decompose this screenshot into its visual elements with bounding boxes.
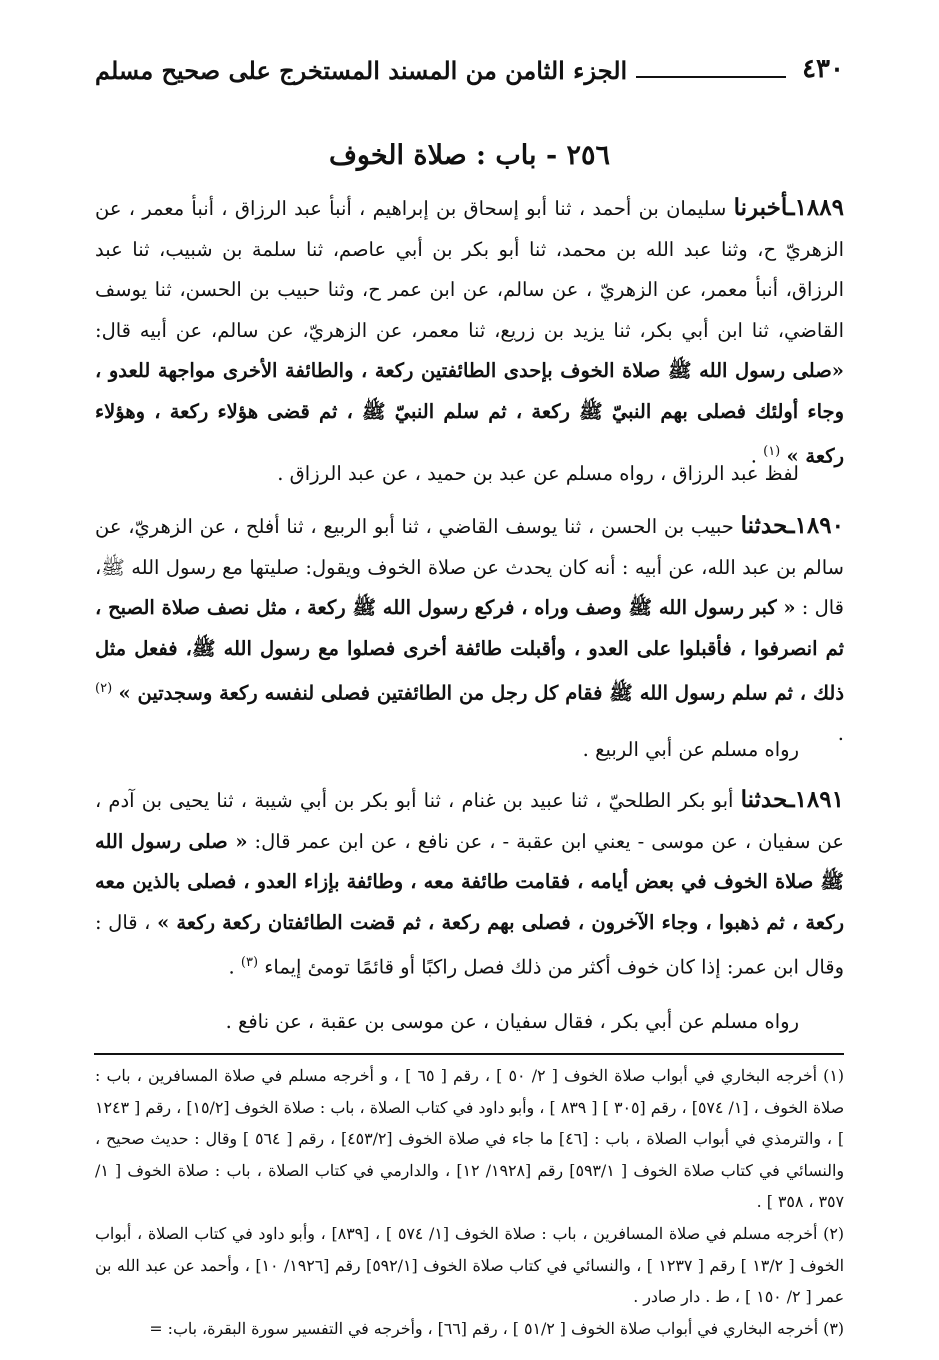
header-rule	[636, 76, 786, 78]
hadith-number: ١٨٩٠	[794, 512, 844, 539]
hadith-matn: « كبر رسول الله ﷺ وصف وراه ، فركع رسول الله ﷺ ركعة ، مثل نصف صلاة الصبح ، ثم انصرفوا ، فأقبلوا على العدو ، وأقبلت طائفة أخرى فصلوا مع رسول الله ﷺ، ففعل مثل ذلك ، ثم سلم رسول الله ﷺ فقام كل رجل من الطائفتين فصلى لنفسه ركعة وسجدتين »	[95, 596, 845, 705]
hadith-isnad: سليمان بن أحمد ، ثنا أبو إسحاق بن إبراهيم ، أنبأ عبد الرزاق ، أنبأ معمر ، عن الزهريّ ح، وثنا عبد الله بن محمد، ثنا أبو بكر بن أبي عاصم، ثنا سلمة بن شبيب، ثنا عبد الرزاق، أنبأ معمر، عن الزهريّ ، عن سالم، عن ابن عمر ح، وثنا حبيب بن الحسن، ثنا يوسف القاضي، ثنا ابن أبي بكر، ثنا يزيد بن زريع، ثنا معمر، عن الزهريّ، عن سالم، عن أبيه قال:	[95, 197, 844, 342]
hadith-end: .	[228, 955, 241, 979]
footnote-ref: (٢)	[95, 681, 113, 696]
hadith-1891	[95, 780, 844, 988]
hadith-number: ١٨٩١	[794, 786, 844, 813]
running-title: الجزء الثامن من المسند المستخرج على صحيح مسلم	[95, 56, 628, 85]
hadith-note: رواه مسلم عن أبي بكر ، فقال سفيان ، عن موسى بن عقبة ، عن نافع .	[225, 1010, 799, 1033]
page-number: ٤٣٠	[802, 54, 844, 84]
hadith-matn: « صلى رسول الله ﷺ صلاة الخوف في بعض أيامه ، فقامت طائفة معه ، وطائفة بإزاء العدو ، فصلى بالذين معه ركعة ، ثم ذهبوا ، وجاء الآخرون ، فصلى بهم ركعة ، ثم قضت الطائفتان ركعة ركعة »	[95, 829, 844, 934]
hadith-end: .	[750, 444, 764, 468]
hadith-isnad: أبو بكر الطلحيّ ، ثنا عبيد بن غنام ، ثنا أبو بكر بن أبي شيبة ، ثنا يحيى بن آدم ، عن سفيان ، عن موسى - يعني ابن عقبة - ، عن نافع ، عن ابن عمر قال:	[95, 789, 844, 853]
hadith-note: لفظ عبد الرزاق ، رواه مسلم عن عبد بن حميد ، عن عبد الرزاق .	[277, 462, 799, 485]
hadith-note: رواه مسلم عن أبي الربيع .	[582, 738, 799, 761]
hadith-intro: ـحدثنا	[740, 512, 795, 539]
footnote-2: (٢) أخرجه مسلم في صلاة المسافرين ، باب : صلاة الخوف [١/ ٥٧٤ ] ، [٨٣٩] ، وأبو داود في كتاب الصلاة ، أبواب الخوف [ ١٣/٢ ] رقم [ ١٢٣٧ ] ، والنسائي في كتاب صلاة الخوف [٥٩٢/١] رقم [١٩٢٦/ ١٠] ، وأحمد عن عبد الله بن عمر [ ٢/ ١٥٠ ] ، ط . دار صادر .	[95, 1224, 845, 1306]
footnote-3: (٣) أخرجه البخاري في أبواب صلاة الخوف [ ٥١/٢ ] ، رقم [٦٦] ، وأخرجه في التفسير سورة البقرة، باب: =	[149, 1319, 844, 1338]
hadith-isnad: حبيب بن الحسن ، ثنا يوسف القاضي ، ثنا أبو الربيع ، ثنا أفلح ، عن الزهريّ، عن سالم بن عبد الله، عن أبيه : أنه كان يحدث عن صلاة الخوف ويقول: صليتها مع رسول الله ﷺ، قال :	[95, 515, 844, 619]
hadith-matn-after: ، قال : وقال ابن عمر: إذا كان خوف أكثر من ذلك فصل راكبًا أو قائمًا تومئ إيماء	[95, 910, 844, 979]
hadith-matn: «صلى رسول الله ﷺ صلاة الخوف بإحدى الطائفتين ركعة ، والطائفة الأخرى مواجهة للعدو ، وجاء أولئك فصلى بهم النبيّ ﷺ ركعة ، ثم سلم النبيّ ﷺ ، ثم قضى هؤلاء ركعة ، وهؤلاء ركعة »	[95, 359, 844, 468]
hadith-1889	[95, 188, 844, 477]
footnote-ref: (٣)	[240, 955, 259, 970]
footnote-1: (١) أخرجه البخاري في أبواب صلاة الخوف [ ٢/ ٥٠ ] ، رقم [ ٦٥ ] ، و أخرجه مسلم في صلاة المسافرين ، باب : صلاة الخوف ، [١/ ٥٧٤] ، رقم [٣٠٥ ] [ ٨٣٩ ] ، وأبو داود في كتاب الصلاة ، باب : صلاة الخوف [١٥/٢] ، رقم [ ١٢٤٣ ] ، والترمذي في أبواب الصلاة ، باب : [٤٦] ما جاء في صلاة الخوف [٤٥٣/٢] ، رقم [ ٥٦٤ ] وقال : حديث صحيح ، والنسائي في كتاب صلاة الخوف [ ٥٩٣/١] رقم [١٩٢٨/ ١٢] ، والدارمي في كتاب الصلاة ، باب : صلاة الخوف [ ١/ ٣٥٧ ، ٣٥٨ ] .	[95, 1066, 845, 1211]
chapter-title: ٢٥٦ - باب : صلاة الخوف	[328, 140, 611, 171]
page-header	[95, 52, 844, 92]
hadith-end: .	[837, 722, 844, 745]
hadith-intro: ـأخبرنا	[733, 194, 795, 221]
hadith-number: ١٨٨٩	[794, 194, 844, 221]
footnote-ref: (١)	[763, 444, 781, 459]
footnote-separator	[94, 1053, 844, 1055]
hadith-1890	[95, 506, 844, 755]
hadith-intro: ـحدثنا	[740, 786, 795, 813]
